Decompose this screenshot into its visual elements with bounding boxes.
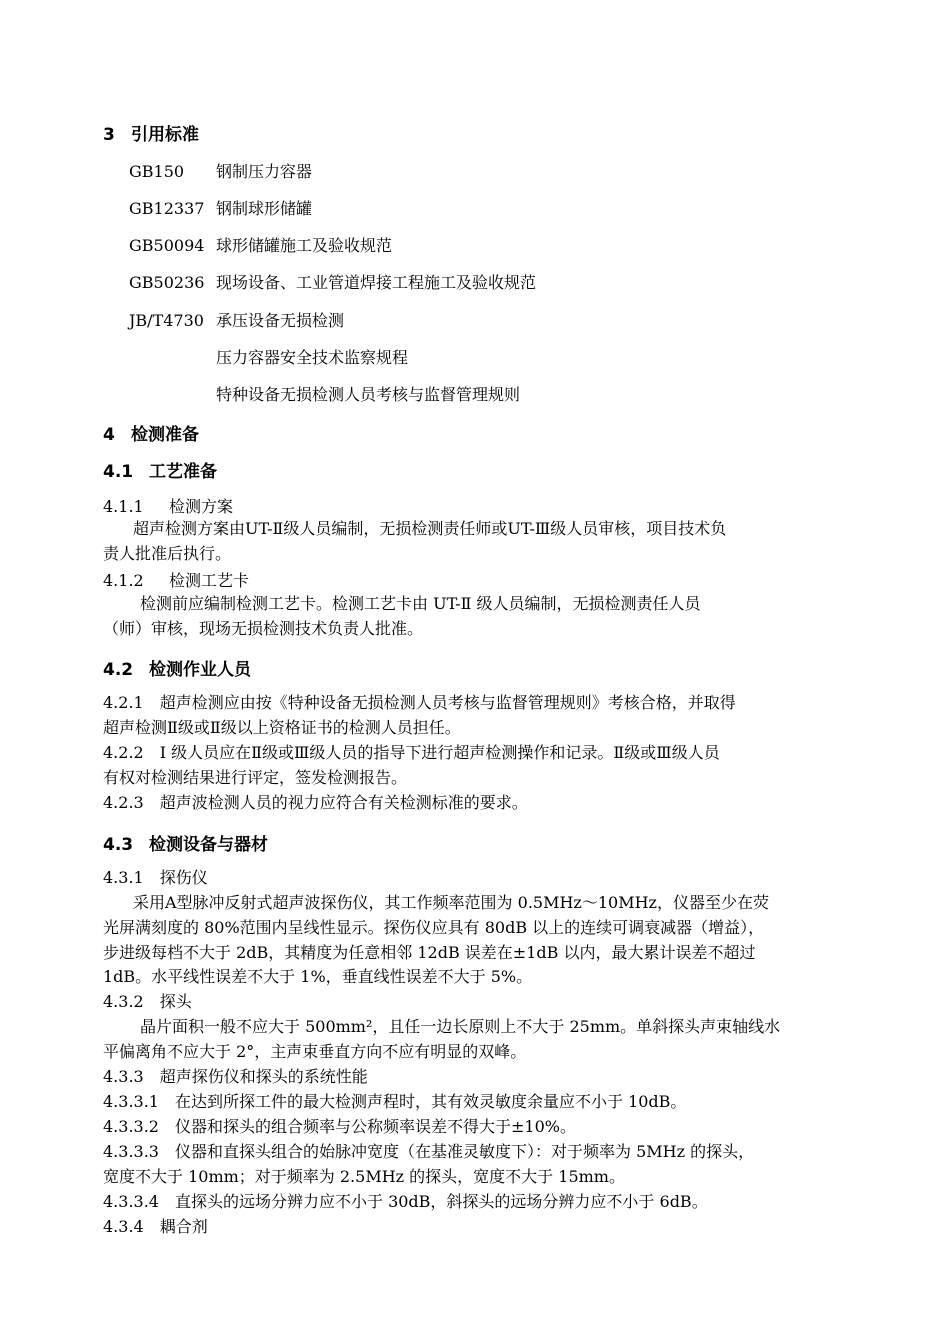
reference-title: 钢制压力容器	[216, 162, 313, 181]
clause-4-1-2-heading	[103, 568, 249, 591]
subsection-4-1-heading	[103, 457, 217, 482]
reference-title: 承压设备无损检测	[216, 311, 345, 330]
subsection-title: 工艺准备	[149, 462, 217, 482]
clause-body-line: 超声检测方案由UT-Ⅱ级人员编制，无损检测责任师或UT-Ⅲ级人员审核，项目技术负	[133, 519, 727, 538]
clause-number: 4.1.2	[103, 571, 144, 590]
subsection-number: 4.1	[103, 462, 134, 482]
reference-item	[129, 308, 344, 331]
subsection-number: 4.3	[103, 835, 134, 855]
clause-body-line: 责人批准后执行。	[103, 544, 232, 563]
clause-title: 检测工艺卡	[169, 571, 250, 590]
clause-4-3-1-heading: 4.3.1 探伤仪	[103, 868, 208, 887]
reference-item	[129, 159, 312, 182]
clause-4-3-3-3-line: 4.3.3.3 仪器和直探头组合的始脉冲宽度（在基准灵敏度下）：对于频率为 5MHz 的探头，	[103, 1142, 755, 1161]
reference-code: GB50236	[129, 273, 205, 292]
subsection-number: 4.2	[103, 660, 134, 680]
reference-title: 球形储罐施工及验收规范	[216, 236, 393, 255]
clause-body-line: 平偏离角不应大于 2°，主声束垂直方向不应有明显的双峰。	[103, 1042, 527, 1061]
clause-body-line: 检测前应编制检测工艺卡。检测工艺卡由 UT-Ⅱ 级人员编制，无损检测责任人员	[140, 594, 701, 613]
section-title: 检测准备	[131, 425, 199, 445]
clause-4-3-3-2-line: 4.3.3.2 仪器和探头的组合频率与公称频率误差不得大于±10%。	[103, 1117, 576, 1136]
clause-4-2-3-line: 4.2.3 超声波检测人员的视力应符合有关检测标准的要求。	[103, 793, 528, 812]
clause-4-3-4-heading: 4.3.4 耦合剂	[103, 1217, 208, 1236]
clause-body-line: 采用A型脉冲反射式超声波探伤仪，其工作频率范围为 0.5MHz～10MHz，仪器至少在荧	[133, 893, 769, 912]
reference-title: 压力容器安全技术监察规程	[216, 348, 409, 367]
clause-4-3-2-heading: 4.3.2 探头	[103, 992, 192, 1011]
clause-4-3-3-3-line: 宽度不大于 10mm；对于频率为 2.5MHz 的探头，宽度不大于 15mm。	[103, 1167, 625, 1186]
reference-item	[129, 270, 536, 293]
clause-body-line: （师）审核，现场无损检测技术负责人批准。	[103, 619, 424, 638]
section-number: 3	[103, 125, 115, 145]
clause-4-2-2-line: 4.2.2 Ⅰ 级人员应在Ⅱ级或Ⅲ级人员的指导下进行超声检测操作和记录。Ⅱ级或Ⅲ级人员	[103, 743, 720, 762]
section-title: 引用标准	[131, 125, 199, 145]
clause-4-2-2-line: 有权对检测结果进行评定，签发检测报告。	[103, 768, 408, 787]
section-4-heading	[103, 420, 199, 445]
subsection-title: 检测设备与器材	[149, 835, 268, 855]
subsection-title: 检测作业人员	[149, 660, 251, 680]
reference-code: JB/T4730	[129, 311, 204, 330]
reference-title: 特种设备无损检测人员考核与监督管理规则	[216, 385, 521, 404]
clause-number: 4.1.1	[103, 497, 144, 516]
reference-title: 钢制球形储罐	[216, 199, 313, 218]
clause-body-line: 晶片面积一般不应大于 500mm²，且任一边长原则上不大于 25mm。单斜探头声束轴线水	[140, 1017, 781, 1036]
reference-item	[129, 382, 520, 405]
reference-item	[129, 233, 392, 256]
clause-4-3-3-4-line: 4.3.3.4 直探头的远场分辨力应不小于 30dB，斜探头的远场分辨力应不小于 6dB。	[103, 1192, 708, 1211]
reference-title: 现场设备、工业管道焊接工程施工及验收规范	[216, 273, 537, 292]
clause-body-line: 步进级每档不大于 2dB，其精度为任意相邻 12dB 误差在±1dB 以内，最大累计误差不超过	[103, 943, 756, 962]
section-3-heading	[103, 120, 199, 145]
reference-code: GB12337	[129, 199, 205, 218]
reference-code: GB150	[129, 162, 185, 181]
clause-4-1-1-heading	[103, 494, 233, 517]
clause-4-3-3-1-line: 4.3.3.1 在达到所探工件的最大检测声程时，其有效灵敏度余量应不小于 10dB。	[103, 1092, 687, 1111]
reference-code: GB50094	[129, 236, 205, 255]
reference-item	[129, 196, 312, 219]
clause-body-line: 光屏满刻度的 80%范围内呈线性显示。探伤仪应具有 80dB 以上的连续可调衰减器（增益），	[103, 918, 765, 937]
clause-body-line: 1dB。水平线性误差不大于 1%，垂直线性误差不大于 5%。	[103, 967, 533, 986]
clause-4-3-3-heading: 4.3.3 超声探伤仪和探头的系统性能	[103, 1067, 368, 1086]
subsection-4-3-heading	[103, 830, 268, 855]
clause-4-2-1-line: 超声检测Ⅱ级或Ⅱ级以上资格证书的检测人员担任。	[103, 718, 461, 737]
reference-item	[129, 345, 408, 368]
section-number: 4	[103, 425, 115, 445]
clause-title: 检测方案	[169, 497, 234, 516]
clause-4-2-1-line: 4.2.1 超声检测应由按《特种设备无损检测人员考核与监督管理规则》考核合格，并取得	[103, 693, 736, 712]
subsection-4-2-heading	[103, 655, 251, 680]
